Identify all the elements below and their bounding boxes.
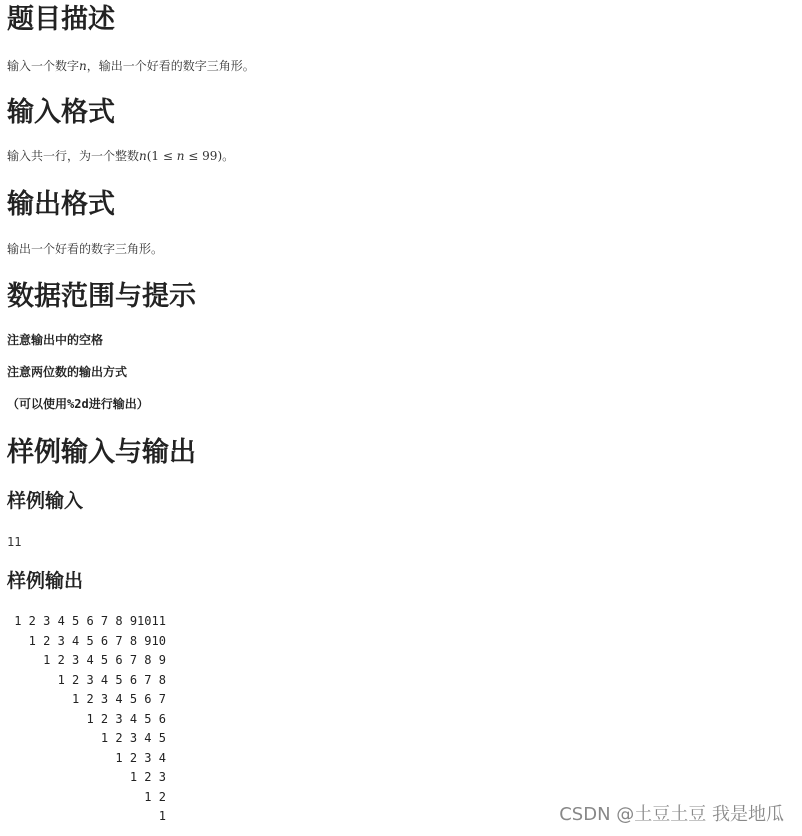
output-format-text: 输出一个好看的数字三角形。 [7,242,164,256]
input-format-range-open: (1 ≤ [146,149,177,163]
output-format-heading: 输出格式 [7,189,115,220]
input-format-text [7,150,234,162]
hint-line-spaces: 注意输出中的空格 [7,333,104,347]
hint-line-format [7,398,149,410]
csdn-watermark: CSDN @土豆土豆 我是地瓜 [559,804,784,825]
sample-input-heading: 样例输入 [7,490,84,512]
input-format-text-after: 。 [222,149,235,163]
description-text-before: 输入一个数字 [7,59,80,73]
sample-input-value: 11 [7,535,22,549]
input-format-range-close: ≤ 99) [184,149,223,163]
input-format-heading: 输入格式 [7,97,115,128]
description-var: n [79,59,87,73]
format-code: %2d [67,397,89,411]
hint-line-format-after: 进行输出） [88,397,149,411]
input-format-text-before: 输入共一行，为一个整数 [7,149,140,163]
hint-line-two-digits: 注意两位数的输出方式 [7,365,128,379]
description-heading: 题目描述 [7,4,115,35]
hint-line-format-before: （可以使用 [7,397,68,411]
sample-output-heading: 样例输出 [7,570,84,592]
hints-heading: 数据范围与提示 [7,281,196,312]
input-format-range-var: n [176,149,185,163]
description-text [7,60,255,72]
description-text-after: ，输出一个好看的数字三角形。 [86,59,255,73]
input-format-var: n [139,149,147,163]
samples-heading: 样例输入与输出 [7,437,196,468]
sample-output-triangle: 1 2 3 4 5 6 7 8 91011 1 2 3 4 5 6 7 8 910 1 2 3 4 5 6 7 8 9 1 2 3 4 5 6 7 8 1 2 3 4 5 6 7 1 2 3 4 5 6 1 2 3 4 5 1 2 3 4 1 2 3 1 2 1 [14,614,166,823]
